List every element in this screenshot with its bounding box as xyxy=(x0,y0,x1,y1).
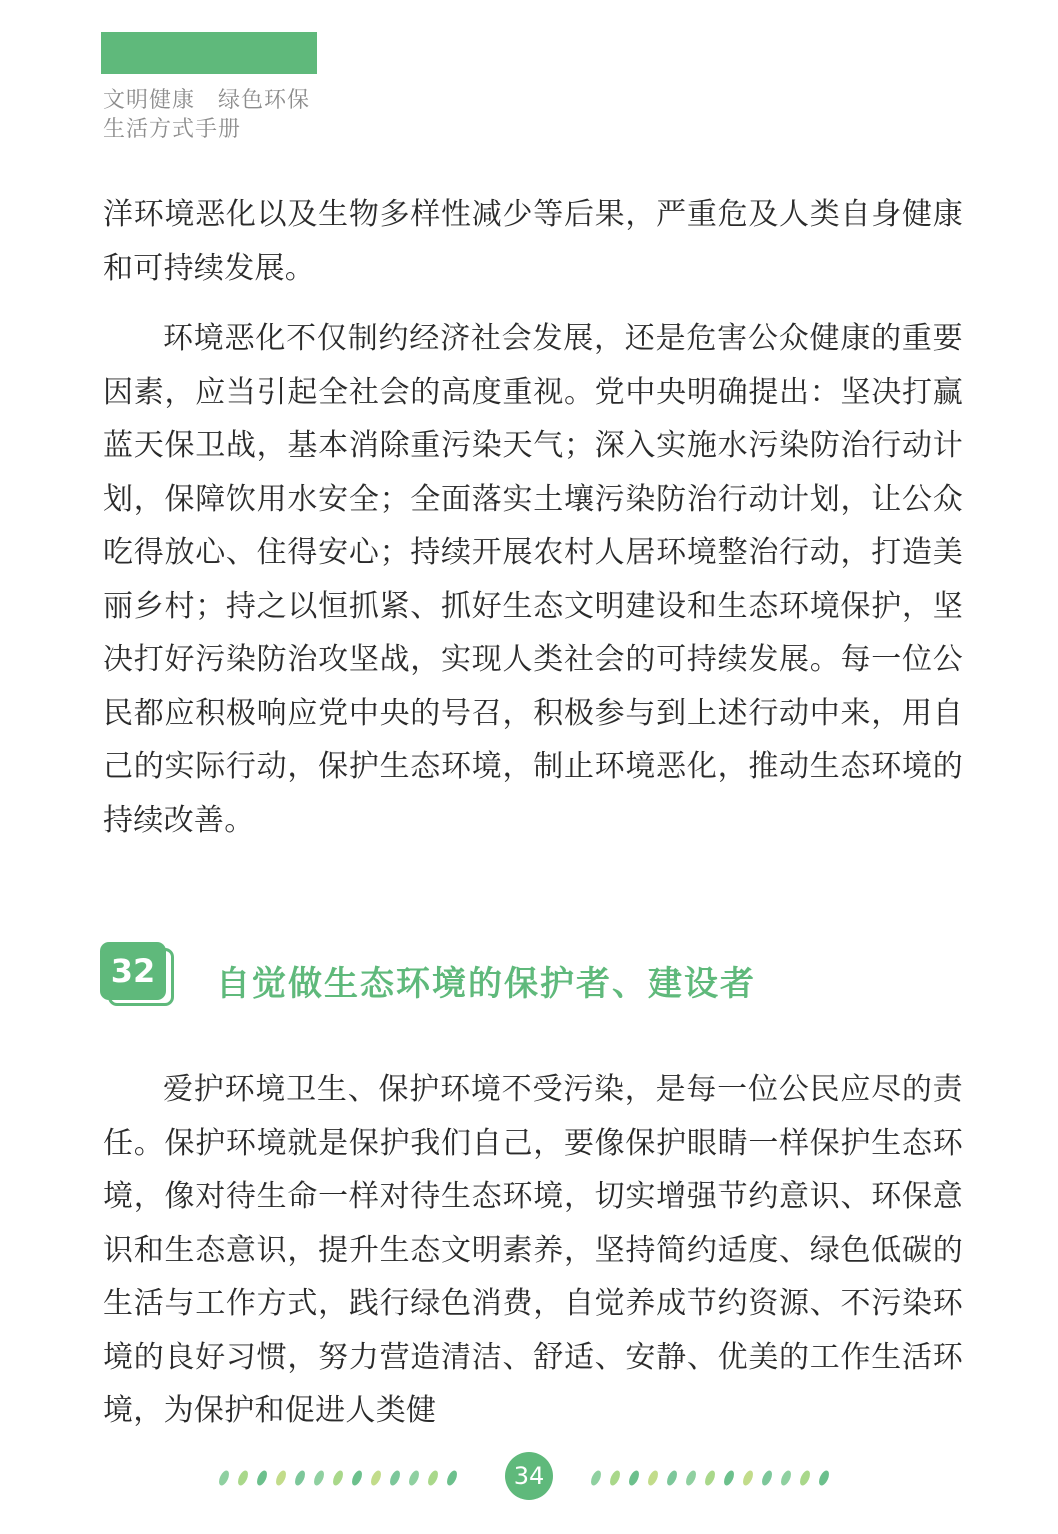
section-number-badge: 32 xyxy=(100,942,166,1000)
leaf-icon xyxy=(608,1469,622,1487)
leaf-icon xyxy=(760,1469,774,1487)
leaf-icon xyxy=(236,1469,250,1487)
leaf-icon xyxy=(312,1469,326,1487)
leaf-icon xyxy=(798,1469,812,1487)
leaf-icon xyxy=(331,1469,345,1487)
leaf-icon xyxy=(274,1469,288,1487)
leaf-icon xyxy=(589,1469,603,1487)
body-text-section xyxy=(103,1063,963,1438)
leaf-icon xyxy=(293,1469,307,1487)
leaf-icon xyxy=(817,1469,831,1487)
leaf-icon xyxy=(665,1469,679,1487)
paragraph-environment: 环境恶化不仅制约经济社会发展，还是危害公众健康的重要因素，应当引起全社会的高度重视。党中央明确提出：坚决打赢蓝天保卫战，基本消除重污染天气；深入实施水污染防治行动计划，保障饮用水安全；全面落实土壤污染防治行动计划，让公众吃得放心、住得安心；持续开展农村人居环境整治行动，打造美丽乡村；持之以恒抓紧、抓好生态文明建设和生态环境保护，坚决打好污染防治攻坚战，实现人类社会的可持续发展。每一位公民都应积极响应党中央的号召，积极参与到上述行动中来，用自己的实际行动，保护生态环境，制止环境恶化，推动生态环境的持续改善。 xyxy=(103,321,963,838)
leaf-icon xyxy=(388,1469,402,1487)
handbook-title-line2: 生活方式手册 xyxy=(103,117,242,142)
leaf-icon xyxy=(627,1469,641,1487)
body-text-top xyxy=(103,188,963,847)
leaf-icon xyxy=(350,1469,364,1487)
paragraph-section: 爱护环境卫生、保护环境不受污染，是每一位公民应尽的责任。保护环境就是保护我们自己，要像保护眼睛一样保护生态环境，像对待生命一样对待生态环境，切实增强节约意识、环保意识和生态意识，提升生态文明素养，坚持简约适度、绿色低碳的生活与工作方式，践行绿色消费，自觉养成节约资源、不污染环境的良好习惯，努力营造清洁、舒适、安静、优美的工作生活环境，为保护和促进人类健 xyxy=(103,1072,963,1428)
leaf-icon xyxy=(741,1469,755,1487)
leaf-icon xyxy=(684,1469,698,1487)
leaf-icon xyxy=(407,1469,421,1487)
paragraph-continued: 洋环境恶化以及生物多样性减少等后果，严重危及人类自身健康和可持续发展。 xyxy=(103,197,963,286)
leaf-icon xyxy=(369,1469,383,1487)
handbook-title-line1: 文明健康 绿色环保 xyxy=(103,88,311,113)
section-title: 自觉做生态环境的保护者、建设者 xyxy=(216,964,756,1004)
header-color-bar xyxy=(101,32,317,74)
leaf-icon xyxy=(722,1469,736,1487)
leaf-icon xyxy=(779,1469,793,1487)
page-number: 34 xyxy=(505,1452,553,1500)
leaf-icon xyxy=(426,1469,440,1487)
header-dashed-line xyxy=(330,124,956,134)
section-heading xyxy=(100,942,960,1012)
footer-leaf-icon-left xyxy=(216,1466,470,1490)
leaf-icon xyxy=(703,1469,717,1487)
leaf-icon xyxy=(445,1469,459,1487)
leaf-icon xyxy=(255,1469,269,1487)
footer-leaf-icon-right xyxy=(588,1466,842,1490)
leaf-icon xyxy=(646,1469,660,1487)
leaf-icon xyxy=(217,1469,231,1487)
handbook-title xyxy=(103,86,310,144)
